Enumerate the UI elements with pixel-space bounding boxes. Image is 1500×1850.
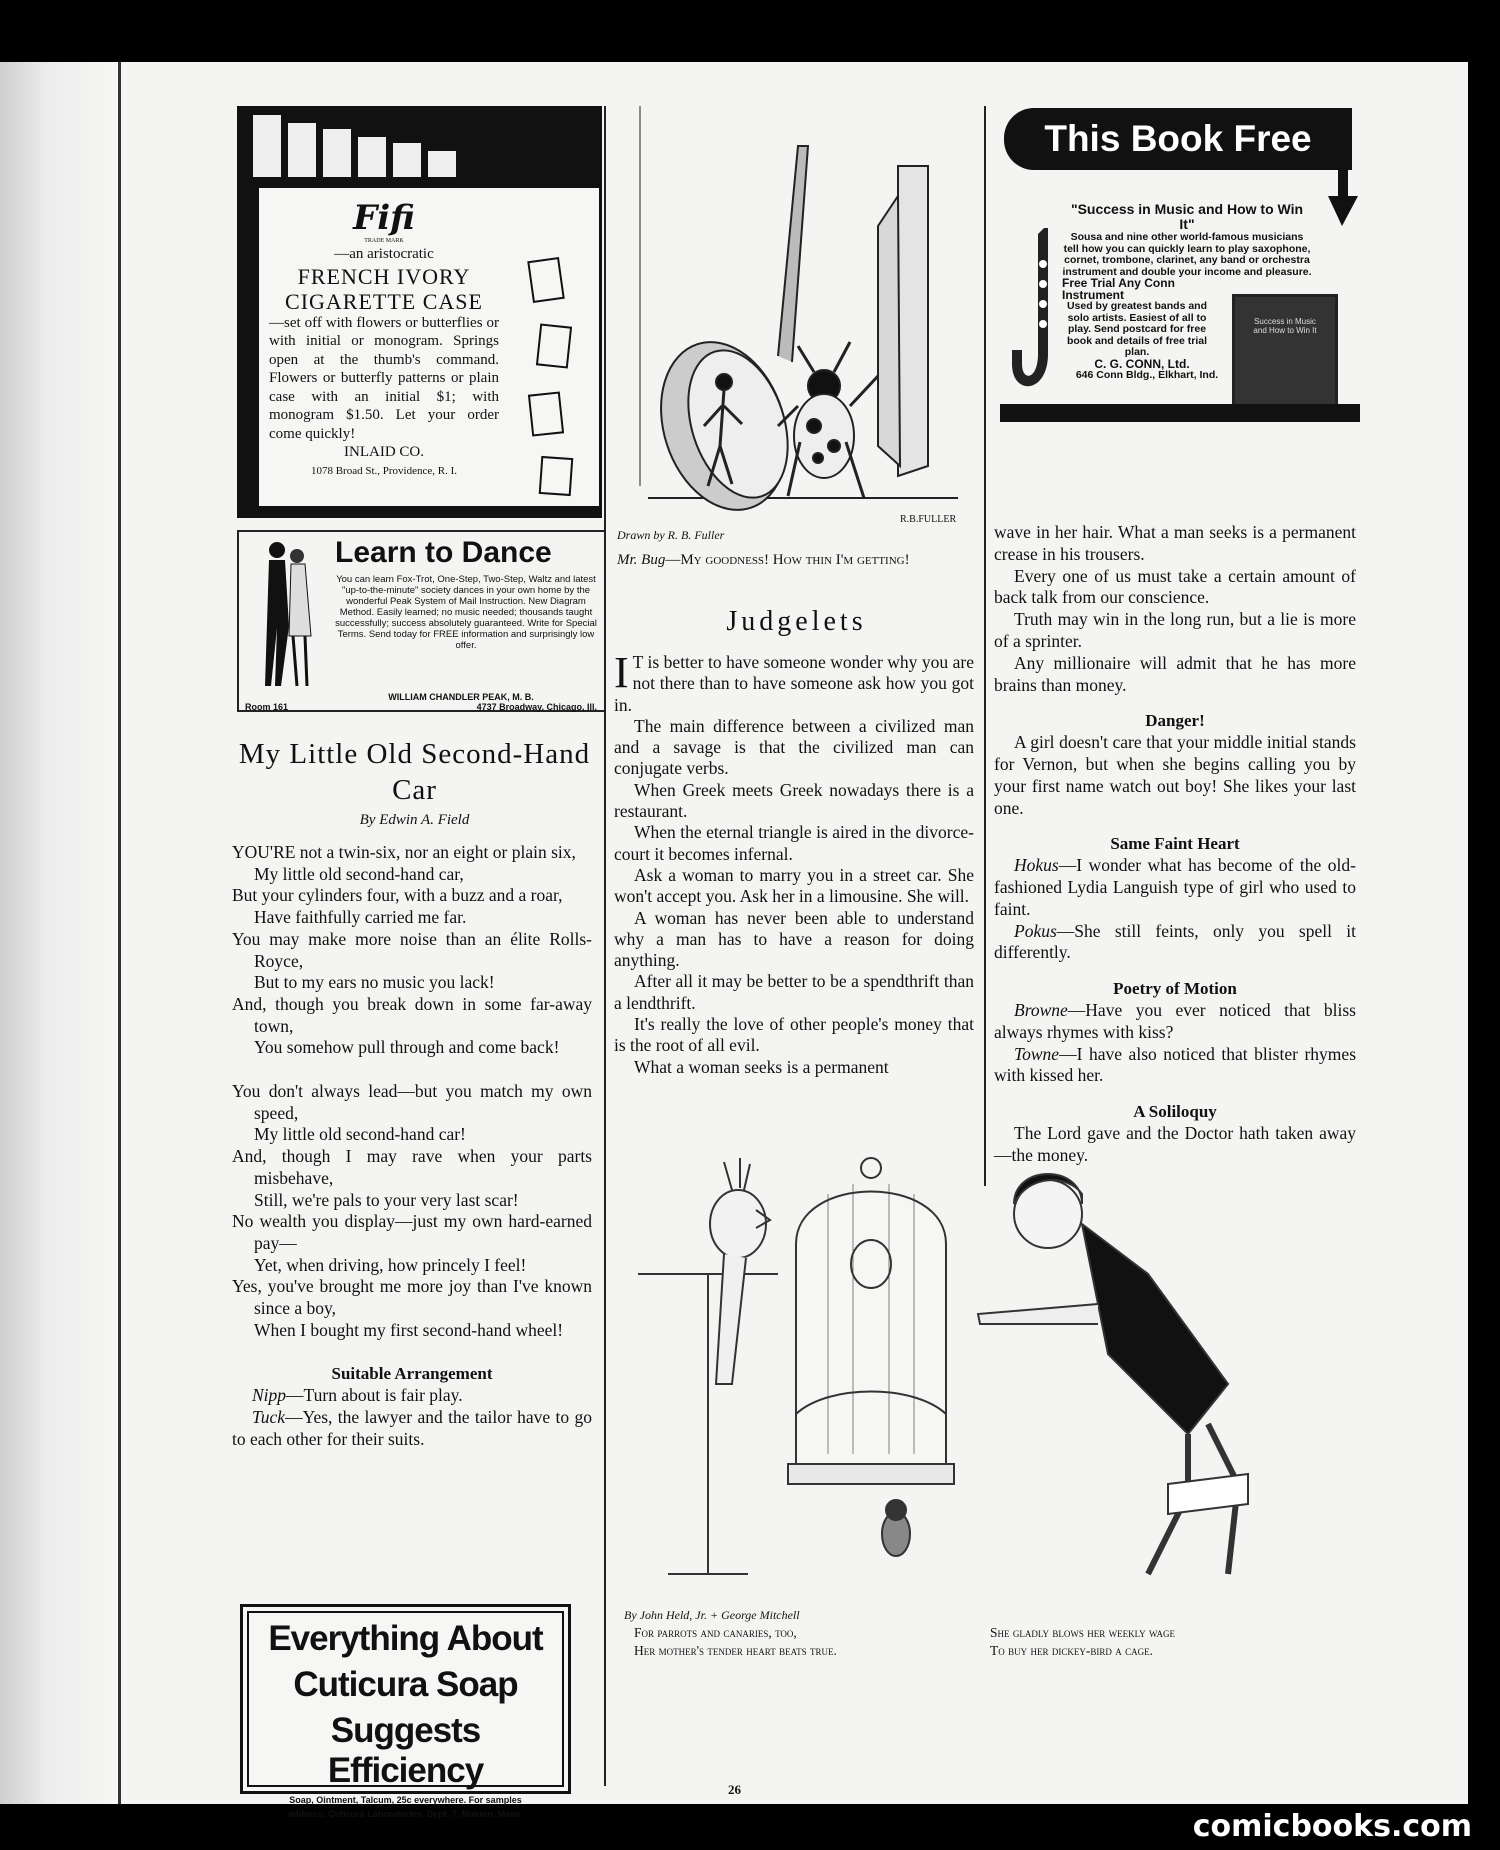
- conn-book-image: [1232, 294, 1338, 418]
- fifi-tagline: —an aristocratic: [334, 246, 434, 262]
- conn-company: C. G. CONN, Ltd.: [1094, 356, 1190, 371]
- column-rule-right: [984, 106, 986, 1186]
- right-column: [994, 522, 1356, 1167]
- magazine-page: [0, 62, 1500, 1819]
- dance-name: WILLIAM CHANDLER PEAK, M. B.: [388, 692, 534, 702]
- judgelets-paragraphs: [614, 716, 974, 1078]
- right-paragraph: Any millionaire will admit that he has more brains than money.: [994, 652, 1356, 695]
- fifi-line2: CIGARETTE CASE: [285, 288, 483, 314]
- right-paragraphs: [994, 566, 1356, 697]
- fifi-flap: [509, 188, 599, 506]
- judgelet-paragraph: Ask a woman to marry you in a street car. She won't accept you. Ask her in a limousine. She will.: [614, 864, 974, 907]
- bottom-cartoon-credit: By John Held, Jr. + George Mitchell: [624, 1608, 800, 1622]
- bottom-caption-right: She gladly blows her weekly wage To buy her dickey-bird a cage.: [990, 1625, 1176, 1658]
- motion-line-2: Towne—I have also noticed that blister rhymes with kissed her.: [994, 1043, 1356, 1086]
- conn-address: 646 Conn Bldg., Elkhart, Ind.: [1075, 369, 1219, 381]
- right-edge: [1468, 62, 1500, 1804]
- bottom-caption-left: For parrots and canaries, too, Her mother's tender heart beats true.: [634, 1625, 837, 1658]
- poem-line: Yet, when driving, how princely I feel!: [254, 1254, 527, 1275]
- conn-body1: Sousa and nine other world-famous musicians tell how you can quickly learn to play saxophone, cornet, trombone, clarinet, any band or orchestra instrument and double your income and pleasure.: [1062, 231, 1312, 278]
- fifi-samples: [509, 188, 599, 506]
- conn-body2: Used by greatest bands and solo artists. Easiest of all to play. Send postcard for free book and details of free trial plan.: [1066, 300, 1208, 358]
- judgelet-paragraph: The main difference between a civilized man and a savage is that the civilized man can conjugate verbs.: [614, 715, 974, 779]
- poem-stanza-2: [232, 1081, 592, 1341]
- poem-line: And, though you break down in some far-away town,: [232, 993, 592, 1036]
- faint-line-2: Pokus—She still feints, only you spell it differently.: [994, 920, 1356, 963]
- danger-text: A girl doesn't care that your middle initial stands for Vernon, but when she begins calling you by your first name watch out boy! She likes your last one.: [994, 732, 1356, 818]
- soliloquy-text: The Lord gave and the Doctor hath taken away—the money.: [994, 1122, 1356, 1165]
- dance-title: Learn to Dance: [335, 536, 552, 569]
- soliloquy-heading: A Soliloquy: [1133, 1102, 1217, 1122]
- cuticura-line1: Everything About: [268, 1619, 543, 1658]
- dancers-illustration: [245, 536, 329, 688]
- right-cont: wave in her hair. What a man seeks is a permanent crease in his trousers.: [994, 522, 1356, 564]
- poem-line: YOU'RE not a twin-six, nor an eight or plain six,: [232, 842, 576, 862]
- judgelet-paragraph: What a woman seeks is a permanent: [634, 1056, 889, 1077]
- cuticura-small2: address: Cuticura Laboratories, Dept. 7, Malden, Mass.: [288, 1809, 523, 1819]
- poem-line: My little old second-hand car!: [254, 1124, 466, 1145]
- dance-body: You can learn Fox-Trot, One-Step, Two-Step, Waltz and latest "up-to-the-minute" society dances in your own home by the wonderful Peak System of Mail Instruction. New Diagram Method. Easily learned; no music needed; thousands taught successfully; success absolutely guaranteed. Write for Special Terms. Send today for FREE information and surprisingly low offer.: [335, 574, 597, 651]
- poem-line: Yes, you've brought me more joy than I've known since a boy,: [232, 1276, 592, 1319]
- conn-trial: Free Trial Any Conn Instrument: [1062, 276, 1175, 302]
- fifi-body: —set off with flowers or butterflies or with initial or monogram. Springs open at the thumb's command. Flowers or butterfly patterns or plain case with an initial $1; with monogram $1.50. Let your order come quickly!: [269, 314, 499, 442]
- dance-ad: [237, 530, 606, 712]
- page-gutter: [0, 62, 120, 1804]
- judgelets-body: [614, 648, 974, 1078]
- judgelets-first: I T is better to have someone wonder why you are not there than to have someone ask how you got in.: [614, 648, 974, 715]
- suitable-line-2: Tuck—Yes, the lawyer and the tailor have to go to each other for their suits.: [232, 1406, 592, 1449]
- suitable-heading: Suitable Arrangement: [331, 1364, 493, 1384]
- poem-line: Still, we're pals to your very last scar!: [254, 1189, 519, 1210]
- poem-body: [232, 842, 592, 1450]
- judgelet-paragraph: When Greek meets Greek nowadays there is a restaurant.: [614, 779, 974, 822]
- fifi-card: [259, 188, 509, 506]
- conn-headline: "Success in Music and How to Win It": [1070, 201, 1304, 232]
- bug-cartoon-illustration: [628, 106, 980, 518]
- poem-line: But to my ears no music you lack!: [254, 972, 495, 993]
- faint-line-1: Hokus—I wonder what has become of the old-fashioned Lydia Languish type of girl who used to faint.: [994, 855, 1356, 919]
- dance-room: Room 161: [245, 702, 289, 712]
- bug-cartoon-caption: Mr. Bug—My goodness! How thin I'm getting!: [617, 552, 910, 568]
- dance-address-block: [245, 692, 597, 712]
- suitable-line-1: Nipp—Turn about is fair play.: [252, 1385, 463, 1406]
- faint-heading: Same Faint Heart: [1110, 834, 1240, 854]
- right-paragraph: Truth may win in the long run, but a lie is more of a sprinter.: [994, 609, 1356, 651]
- poem-stanza-1: [232, 842, 592, 1059]
- judgelets-title: Judgelets: [726, 606, 867, 637]
- judgelet-paragraph: When the eternal triangle is aired in the divorce-court it becomes infernal.: [614, 822, 974, 864]
- judgelet-paragraph: A woman has never been able to understand why a man has to have a reason for doing anything.: [614, 907, 974, 971]
- cuticura-frame: [247, 1611, 564, 1819]
- stanza-break: [232, 1059, 592, 1081]
- cuticura-line2: Cuticura Soap: [293, 1665, 518, 1704]
- fifi-logo: Fifi: [353, 198, 415, 238]
- poem-line: My little old second-hand car,: [254, 863, 464, 884]
- conn-book-title: Success in Music and How to Win It: [1253, 317, 1317, 335]
- fifi-company: INLAID CO.: [344, 444, 424, 460]
- bug-cartoon-credit: Drawn by R. B. Fuller: [617, 528, 725, 542]
- page-number: 26: [728, 1782, 741, 1797]
- fifi-line1: FRENCH IVORY: [297, 263, 471, 289]
- conn-bottom-bar: [1000, 404, 1360, 422]
- column-rule-left: [604, 106, 606, 1786]
- fifi-address: 1078 Broad St., Providence, R. I.: [310, 464, 458, 477]
- drop-cap: I: [614, 648, 629, 697]
- arrow-down-icon: [1328, 156, 1360, 226]
- poem-line: You somehow pull through and come back!: [254, 1037, 560, 1058]
- judgelet-paragraph: It's really the love of other people's money that is the root of all evil.: [614, 1014, 974, 1056]
- gutter-line: [118, 62, 121, 1804]
- cuticura-ad: [240, 1604, 571, 1819]
- saxophone-icon: [1004, 224, 1064, 404]
- motion-line-1: Browne—Have you ever noticed that bliss always rhymes with kiss?: [994, 999, 1356, 1042]
- dance-address: 4737 Broadway, Chicago, Ill.: [476, 702, 597, 712]
- poem-line: But your cylinders four, with a buzz and a roar,: [232, 885, 563, 906]
- poem-line: You don't always lead—but you match my own speed,: [232, 1081, 592, 1123]
- conn-ad: [1000, 106, 1360, 422]
- judgelet-paragraph: After all it may be better to be a spendthrift than a lendthrift.: [614, 971, 974, 1013]
- danger-heading: Danger!: [1145, 711, 1205, 731]
- cases-illustration: [247, 110, 507, 180]
- cuticura-line3: Suggests Efficiency: [327, 1711, 484, 1790]
- parrot-cage-illustration: [628, 1154, 1358, 1594]
- poem-line: When I bought my first second-hand wheel!: [254, 1319, 564, 1340]
- poem-title: My Little Old Second-Hand Car: [238, 738, 591, 806]
- poem-line: You may make more noise than an élite Rolls-Royce,: [232, 928, 592, 971]
- fifi-tm: TRADE MARK: [364, 238, 404, 244]
- cuticura-small1: Soap, Ointment, Talcum, 25c everywhere. For samples: [289, 1795, 522, 1805]
- motion-heading: Poetry of Motion: [1113, 979, 1237, 999]
- fifi-ad: [237, 106, 602, 518]
- watermark: comicbooks.com: [1192, 1809, 1472, 1844]
- poem-line: And, though I may rave when your parts misbehave,: [232, 1146, 592, 1188]
- right-paragraph: Every one of us must take a certain amount of back talk from our conscience.: [994, 565, 1356, 608]
- poem-line: No wealth you display—just my own hard-earned pay—: [232, 1211, 592, 1253]
- conn-banner: This Book Free: [1004, 108, 1352, 170]
- bug-cartoon-signature: R.B.FULLER: [900, 514, 957, 525]
- poem-byline: By Edwin A. Field: [359, 812, 470, 828]
- poem-line: Have faithfully carried me far.: [254, 907, 467, 928]
